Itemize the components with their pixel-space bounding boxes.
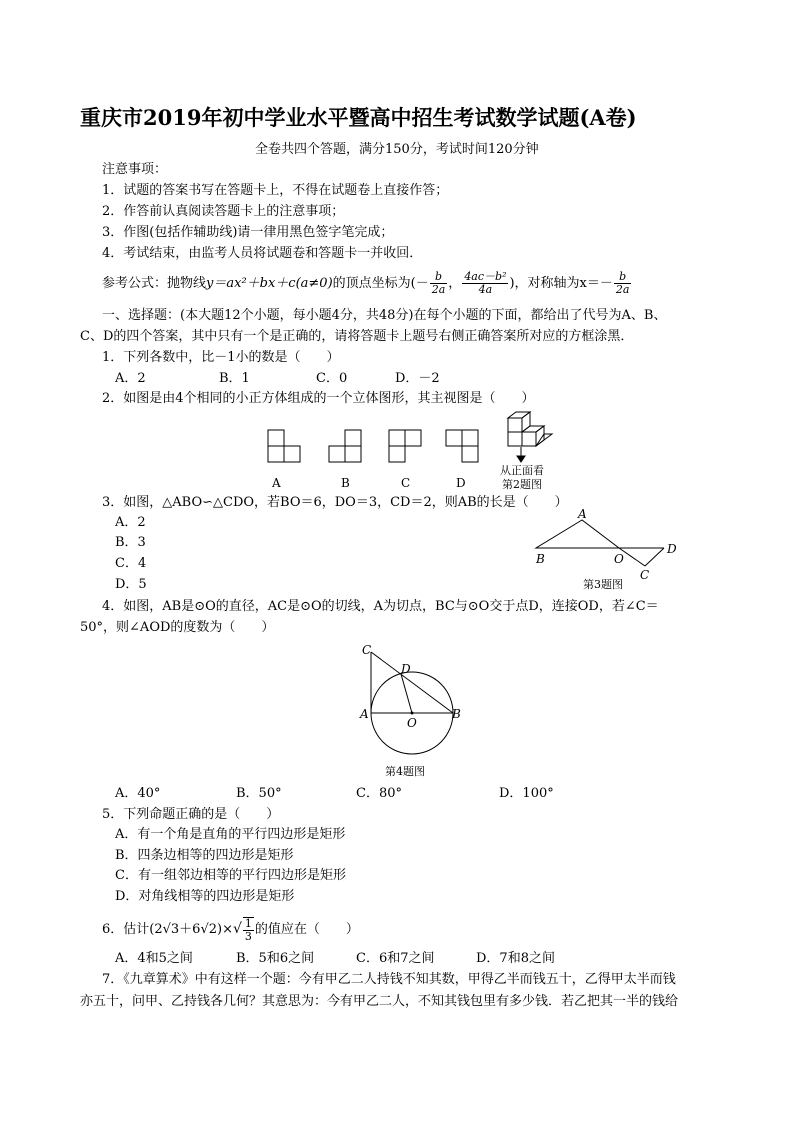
option: A．40° [115,786,161,801]
question-4-figure [371,652,453,754]
fraction: $\frac{b}{2a}$ [431,270,446,296]
section-heading: 一、选择题：(本大题12个小题，每小题4分，共48分)在每个小题的下面，都给出了代号为A、B、 [102,308,667,323]
option: C．80° [356,786,402,801]
option: C．6和7之间 [356,951,435,966]
label-c: C [401,476,411,490]
option: D．－2 [395,371,440,386]
fraction: $\frac{b}{2a}$ [615,270,630,296]
option: B．四条边相等的四边形是矩形 [115,848,294,863]
subtitle: 全卷共四个答题，满分150分，考试时间120分钟 [255,142,539,157]
point-b: B [452,707,461,721]
notice-item: 4．考试结束，由监考人员将试题卷和答题卡一并收回． [102,246,423,261]
point-b: B [536,552,545,566]
point-c: C [362,643,372,657]
option: C．有一组邻边相等的平行四边形是矩形 [115,868,346,883]
option: A．有一个角是直角的平行四边形是矩形 [115,827,346,842]
point-d: D [401,662,411,676]
view-option-c [389,430,421,462]
option: C．4 [115,556,147,571]
notice-item: 1．试题的答案书写在答题卡上，不得在试题卷上直接作答； [102,183,449,198]
page-title: 重庆市2019年初中学业水平暨高中招生考试数学试题(A卷) [80,105,637,130]
question-1-stem: 1．下列各数中，比－1小的数是（ ） [102,350,340,365]
figure-caption: 第3题图 [583,578,623,591]
question-3-stem: 3．如图，△ABO∽△CDO，若BO＝6，DO＝3，CD＝2，则AB的长是（ ） [102,495,568,510]
question-5-stem: 5．下列命题正确的是（ ） [102,807,280,822]
point-c: C [640,568,650,582]
option: B．50° [236,786,282,801]
point-d: D [667,542,677,556]
figure-caption: 第4题图 [385,765,425,778]
point-a: A [360,707,369,721]
option: B．5和6之间 [236,951,315,966]
question-4-stem: 4．如图，AB是⊙O的直径，AC是⊙O的切线，A为切点，BC与⊙O交于点D，连接OD，若∠C＝ [102,599,659,614]
sqrt-sign: √ [232,921,242,937]
question-6-stem: 6．估计(2√3＋6√2)×√ $\frac{1}{3}$ 的值应在（ ） [102,916,359,943]
section-heading-cont: C、D的四个答案，其中只有一个是正确的，请将答题卡上题号右侧正确答案所对应的方框涂黑． [80,329,634,344]
option: B．1 [219,371,250,386]
option: C．0 [316,371,348,386]
question-7-stem: 7．《九章算术》中有这样一个题：今有甲乙二人持钱不知其数，甲得乙半而钱五十，乙得甲太半而钱 [102,972,676,987]
question-7-stem-cont: 亦五十，问甲、乙持钱各几何？其意思为：今有甲乙二人，不知其钱包里有多少钱．若乙把其一半的钱给 [80,994,679,1009]
label-d: D [456,476,466,490]
view-option-a [268,430,300,462]
question-3-figure [536,520,664,566]
point-o: O [407,716,417,730]
arrow-icon [517,456,525,462]
cube-solid [508,412,552,446]
figure-caption: 从正面看 [500,464,544,477]
option: D．7和8之间 [476,951,555,966]
figure-caption: 第2题图 [502,478,542,491]
view-option-d [446,430,478,462]
option: B．3 [115,535,146,550]
option: D．100° [499,786,554,801]
view-option-b [329,430,361,462]
option: A．2 [115,371,146,386]
option: D．对角线相等的四边形是矩形 [115,889,295,904]
notice-item: 2．作答前认真阅读答题卡上的注意事项； [102,204,345,219]
notice-heading: 注意事项： [102,162,168,177]
option: A．2 [115,515,146,530]
point-a: A [578,507,587,521]
fraction: $\frac{\text{4ac－b²}}{4a}$ [464,270,507,296]
point-o: O [614,552,624,566]
question-4-stem-cont: 50°，则∠AOD的度数为（ ） [80,620,275,635]
reference-formula: 参考公式：抛物线y＝ax²＋bx＋c(a≠0)的顶点坐标为(－ $\frac{b}{2a}$ ， $\frac{\text{4ac－b²}}{4a}$ )，对称轴为x＝－ $\frac{b}{2a}$ [102,270,630,296]
label-a: A [272,476,281,490]
fraction: $\frac{1}{3}$ [244,916,252,943]
label-b: B [341,476,350,490]
notice-item: 3．作图(包括作辅助线)请一律用黑色签字笔完成； [102,225,394,240]
question-2-stem: 2．如图是由4个相同的小正方体组成的一个立体图形，其主视图是（ ） [102,391,535,406]
option: D．5 [115,577,147,592]
option: A．4和5之间 [115,951,193,966]
